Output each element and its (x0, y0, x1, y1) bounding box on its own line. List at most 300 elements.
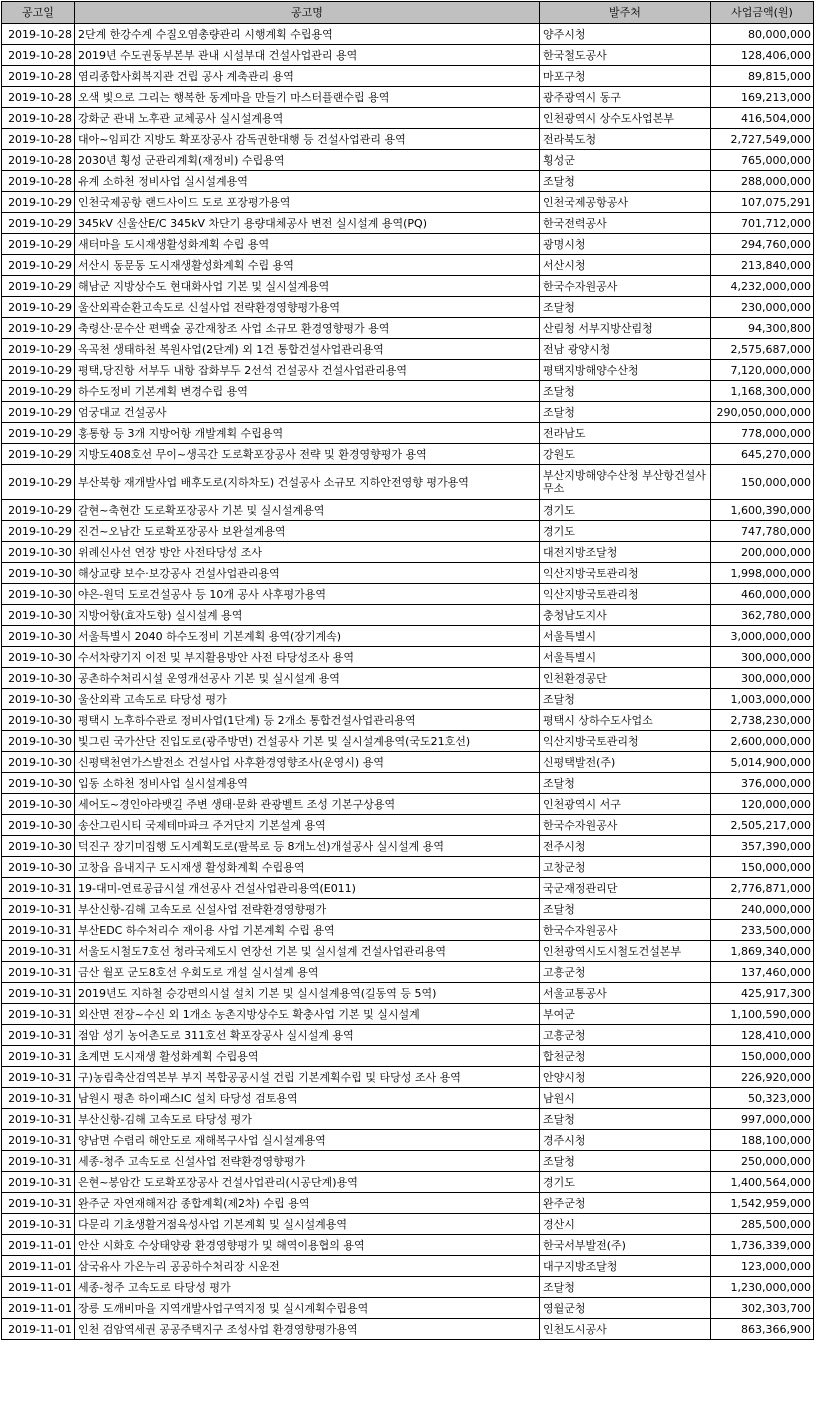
cell-title: 진건~오남간 도로확포장공사 보완설계용역 (75, 521, 540, 542)
cell-title: 대아~임피간 지방도 확포장공사 감독권한대행 등 건설사업관리 용역 (75, 129, 540, 150)
cell-date: 2019-10-28 (2, 129, 75, 150)
cell-date: 2019-10-29 (2, 213, 75, 234)
cell-title: 울산외곽 고속도로 타당성 평가 (75, 689, 540, 710)
cell-agency: 부여군 (540, 1004, 711, 1025)
cell-agency: 익산지방국토관리청 (540, 584, 711, 605)
cell-title: 엄궁대교 건설공사 (75, 402, 540, 423)
table-row (2, 108, 814, 129)
cell-amount: 290,050,000,000 (711, 402, 814, 423)
cell-amount: 200,000,000 (711, 542, 814, 563)
cell-agency: 서울교통공사 (540, 983, 711, 1004)
cell-date: 2019-10-31 (2, 1109, 75, 1130)
table-row (2, 521, 814, 542)
cell-amount: 1,100,590,000 (711, 1004, 814, 1025)
cell-title: 강화군 관내 노후관 교체공사 실시설계용역 (75, 108, 540, 129)
table-row (2, 962, 814, 983)
cell-amount: 300,000,000 (711, 647, 814, 668)
table-row (2, 234, 814, 255)
table-row (2, 381, 814, 402)
table-row (2, 1256, 814, 1277)
cell-title: 축령산·문수산 편백숲 공간재창조 사업 소규모 환경영향평가 용역 (75, 318, 540, 339)
cell-date: 2019-10-31 (2, 1172, 75, 1193)
cell-amount: 80,000,000 (711, 24, 814, 45)
header-row (2, 2, 814, 24)
cell-date: 2019-10-30 (2, 563, 75, 584)
table-row (2, 626, 814, 647)
table-row (2, 689, 814, 710)
cell-date: 2019-10-29 (2, 423, 75, 444)
cell-date: 2019-10-31 (2, 1046, 75, 1067)
table-row (2, 1130, 814, 1151)
cell-title: 부산북항 재개발사업 배후도로(지하차도) 건설공사 소규모 지하안전영향 평가용역 (75, 465, 540, 500)
cell-title: 수서차량기지 이전 및 부지활용방안 사전 타당성조사 용역 (75, 647, 540, 668)
cell-date: 2019-10-30 (2, 731, 75, 752)
table-row (2, 1235, 814, 1256)
cell-amount: 362,780,000 (711, 605, 814, 626)
cell-date: 2019-10-30 (2, 689, 75, 710)
table-row (2, 45, 814, 66)
cell-date: 2019-11-01 (2, 1256, 75, 1277)
cell-title: 구)농림축산검역본부 부지 복합공공시설 건립 기본계획수립 및 타당성 조사 용역 (75, 1067, 540, 1088)
cell-agency: 조달청 (540, 402, 711, 423)
table-row (2, 66, 814, 87)
table-row (2, 668, 814, 689)
cell-amount: 128,406,000 (711, 45, 814, 66)
cell-agency: 신평택발전(주) (540, 752, 711, 773)
cell-title: 옥곡천 생태하천 복원사업(2단계) 외 1건 통합건설사업관리용역 (75, 339, 540, 360)
cell-agency: 조달청 (540, 689, 711, 710)
cell-agency: 조달청 (540, 899, 711, 920)
cell-date: 2019-10-31 (2, 983, 75, 1004)
cell-date: 2019-10-31 (2, 1193, 75, 1214)
table-row (2, 920, 814, 941)
cell-title: 덕진구 장기미집행 도시계획도로(팔복로 등 8개노선)개설공사 실시설계 용역 (75, 836, 540, 857)
cell-amount: 250,000,000 (711, 1151, 814, 1172)
table-row (2, 444, 814, 465)
header-date: 공고일 (2, 2, 75, 24)
table-row (2, 815, 814, 836)
cell-amount: 2,776,871,000 (711, 878, 814, 899)
table-row (2, 794, 814, 815)
cell-title: 지방도408호선 무이~생곡간 도로확포장공사 전략 및 환경영향평가 용역 (75, 444, 540, 465)
table-row (2, 171, 814, 192)
cell-amount: 288,000,000 (711, 171, 814, 192)
cell-title: 인천 검암역세권 공공주택지구 조성사업 환경영향평가용역 (75, 1319, 540, 1340)
cell-agency: 대구지방조달청 (540, 1256, 711, 1277)
cell-agency: 경산시 (540, 1214, 711, 1235)
cell-agency: 조달청 (540, 1109, 711, 1130)
cell-agency: 익산지방국토관리청 (540, 731, 711, 752)
cell-date: 2019-10-31 (2, 878, 75, 899)
cell-title: 2019년도 지하철 승강편의시설 설치 기본 및 실시설계용역(길동역 등 5역) (75, 983, 540, 1004)
cell-title: 오색 빛으로 그리는 행복한 동계마을 만들기 마스터플랜수립 용역 (75, 87, 540, 108)
cell-amount: 213,840,000 (711, 255, 814, 276)
table-row (2, 1277, 814, 1298)
cell-amount: 123,000,000 (711, 1256, 814, 1277)
cell-agency: 한국철도공사 (540, 45, 711, 66)
cell-amount: 3,000,000,000 (711, 626, 814, 647)
cell-amount: 120,000,000 (711, 794, 814, 815)
cell-date: 2019-10-31 (2, 962, 75, 983)
cell-agency: 전주시청 (540, 836, 711, 857)
table-row (2, 402, 814, 423)
cell-title: 홍통항 등 3개 지방어항 개발계획 수립용역 (75, 423, 540, 444)
cell-date: 2019-10-29 (2, 360, 75, 381)
table-row (2, 150, 814, 171)
bid-notice-table (1, 1, 814, 1340)
cell-date: 2019-10-29 (2, 444, 75, 465)
cell-amount: 230,000,000 (711, 297, 814, 318)
cell-agency: 고창군청 (540, 857, 711, 878)
cell-date: 2019-10-30 (2, 626, 75, 647)
cell-agency: 경기도 (540, 521, 711, 542)
table-row (2, 192, 814, 213)
cell-amount: 150,000,000 (711, 465, 814, 500)
cell-title: 입동 소하천 정비사업 실시설계용역 (75, 773, 540, 794)
cell-agency: 전라북도청 (540, 129, 711, 150)
cell-title: 2단계 한강수계 수질오염총량관리 시행계획 수립용역 (75, 24, 540, 45)
header-title: 공고명 (75, 2, 540, 24)
cell-title: 삼국유사 가온누리 공공하수처리장 시운전 (75, 1256, 540, 1277)
cell-agency: 한국수자원공사 (540, 815, 711, 836)
cell-agency: 전라남도 (540, 423, 711, 444)
cell-agency: 완주군청 (540, 1193, 711, 1214)
cell-amount: 1,168,300,000 (711, 381, 814, 402)
cell-date: 2019-10-30 (2, 794, 75, 815)
table-row (2, 647, 814, 668)
cell-amount: 1,869,340,000 (711, 941, 814, 962)
cell-amount: 89,815,000 (711, 66, 814, 87)
cell-agency: 인천국제공항공사 (540, 192, 711, 213)
cell-date: 2019-10-31 (2, 1025, 75, 1046)
cell-title: 하수도정비 기본계획 변경수립 용역 (75, 381, 540, 402)
cell-title: 안산 시화호 수상태양광 환경영향평가 및 해역이용협의 용역 (75, 1235, 540, 1256)
cell-agency: 경기도 (540, 500, 711, 521)
cell-title: 금산 월포 군도8호선 우회도로 개설 실시설계 용역 (75, 962, 540, 983)
table-row (2, 1109, 814, 1130)
cell-date: 2019-10-28 (2, 24, 75, 45)
table-row (2, 584, 814, 605)
cell-amount: 294,760,000 (711, 234, 814, 255)
cell-title: 완주군 자연재해저감 종합계획(제2차) 수립 용역 (75, 1193, 540, 1214)
cell-date: 2019-10-28 (2, 150, 75, 171)
cell-agency: 평택지방해양수산청 (540, 360, 711, 381)
cell-amount: 302,303,700 (711, 1298, 814, 1319)
cell-amount: 1,998,000,000 (711, 563, 814, 584)
cell-amount: 2,738,230,000 (711, 710, 814, 731)
table-body (2, 24, 814, 1340)
cell-date: 2019-10-31 (2, 1214, 75, 1235)
cell-date: 2019-10-29 (2, 276, 75, 297)
table-row (2, 297, 814, 318)
cell-amount: 1,600,390,000 (711, 500, 814, 521)
cell-title: 양남면 수렴리 해안도로 재해복구사업 실시설계용역 (75, 1130, 540, 1151)
table-row (2, 1004, 814, 1025)
cell-amount: 357,390,000 (711, 836, 814, 857)
cell-title: 남원시 평촌 하이패스IC 설치 타당성 검토용역 (75, 1088, 540, 1109)
cell-date: 2019-10-30 (2, 605, 75, 626)
cell-agency: 조달청 (540, 171, 711, 192)
cell-title: 은현~봉암간 도로확포장공사 건설사업관리(시공단계)용역 (75, 1172, 540, 1193)
table-row (2, 773, 814, 794)
cell-title: 세종-청주 고속도로 신설사업 전략환경영향평가 (75, 1151, 540, 1172)
table-row (2, 752, 814, 773)
table-row (2, 318, 814, 339)
table-row (2, 24, 814, 45)
cell-agency: 강원도 (540, 444, 711, 465)
table-row (2, 563, 814, 584)
cell-amount: 150,000,000 (711, 857, 814, 878)
cell-agency: 부산지방해양수산청 부산항건설사무소 (540, 465, 711, 500)
cell-date: 2019-10-29 (2, 255, 75, 276)
cell-date: 2019-10-31 (2, 1130, 75, 1151)
table-row (2, 878, 814, 899)
table-row (2, 857, 814, 878)
cell-agency: 광명시청 (540, 234, 711, 255)
cell-date: 2019-10-31 (2, 1004, 75, 1025)
cell-title: 갈현~축현간 도로확포장공사 기본 및 실시설계용역 (75, 500, 540, 521)
table-row (2, 276, 814, 297)
cell-agency: 마포구청 (540, 66, 711, 87)
cell-amount: 416,504,000 (711, 108, 814, 129)
table-row (2, 542, 814, 563)
cell-amount: 2,575,687,000 (711, 339, 814, 360)
cell-date: 2019-10-29 (2, 192, 75, 213)
cell-amount: 1,542,959,000 (711, 1193, 814, 1214)
cell-date: 2019-10-30 (2, 668, 75, 689)
cell-agency: 국군재정관리단 (540, 878, 711, 899)
table-row (2, 1025, 814, 1046)
cell-date: 2019-10-30 (2, 752, 75, 773)
cell-agency: 남원시 (540, 1088, 711, 1109)
header-agency: 발주처 (540, 2, 711, 24)
table-row (2, 1151, 814, 1172)
cell-amount: 765,000,000 (711, 150, 814, 171)
table-row (2, 1067, 814, 1088)
cell-agency: 합천군청 (540, 1046, 711, 1067)
cell-date: 2019-10-29 (2, 297, 75, 318)
cell-amount: 7,120,000,000 (711, 360, 814, 381)
table-row (2, 731, 814, 752)
cell-agency: 안양시청 (540, 1067, 711, 1088)
cell-amount: 2,505,217,000 (711, 815, 814, 836)
cell-title: 염리종합사회복지관 건립 공사 계축관리 용역 (75, 66, 540, 87)
header-amount: 사업금액(원) (711, 2, 814, 24)
cell-date: 2019-10-30 (2, 815, 75, 836)
cell-amount: 4,232,000,000 (711, 276, 814, 297)
cell-date: 2019-10-31 (2, 1151, 75, 1172)
cell-date: 2019-10-31 (2, 1067, 75, 1088)
cell-agency: 인천광역시도시철도건설본부 (540, 941, 711, 962)
cell-title: 2019년 수도권동부본부 관내 시설부대 건설사업관리 용역 (75, 45, 540, 66)
cell-title: 세종-청주 고속도로 타당성 평가 (75, 1277, 540, 1298)
cell-amount: 1,736,339,000 (711, 1235, 814, 1256)
cell-date: 2019-10-29 (2, 381, 75, 402)
table-row (2, 941, 814, 962)
cell-date: 2019-10-30 (2, 584, 75, 605)
cell-date: 2019-10-29 (2, 521, 75, 542)
table-row (2, 983, 814, 1004)
cell-date: 2019-10-30 (2, 773, 75, 794)
cell-amount: 1,230,000,000 (711, 1277, 814, 1298)
table-row (2, 255, 814, 276)
cell-amount: 2,727,549,000 (711, 129, 814, 150)
cell-date: 2019-10-28 (2, 87, 75, 108)
cell-title: 2030년 횡성 군관리계획(재정비) 수립용역 (75, 150, 540, 171)
cell-agency: 조달청 (540, 773, 711, 794)
cell-title: 평택,당진항 서부두 내항 잡화부두 2선석 건설공사 건설사업관리용역 (75, 360, 540, 381)
cell-title: 345kV 신울산E/C 345kV 차단기 용량대체공사 변전 실시설계 용역(PQ) (75, 213, 540, 234)
cell-agency: 인천도시공사 (540, 1319, 711, 1340)
table-row (2, 1172, 814, 1193)
cell-title: 새터마을 도시재생활성화계획 수립 용역 (75, 234, 540, 255)
cell-title: 다문리 기초생활거점육성사업 기본계획 및 실시설계용역 (75, 1214, 540, 1235)
cell-agency: 대전지방조달청 (540, 542, 711, 563)
cell-date: 2019-10-31 (2, 920, 75, 941)
table-row (2, 605, 814, 626)
cell-title: 부산EDC 하수처리수 재이용 사업 기본계획 수립 용역 (75, 920, 540, 941)
table-row (2, 1298, 814, 1319)
cell-amount: 169,213,000 (711, 87, 814, 108)
table-row (2, 213, 814, 234)
cell-title: 점암 성기 농어촌도로 311호선 확포장공사 실시설계 용역 (75, 1025, 540, 1046)
cell-title: 야은-원덕 도로건설공사 등 10개 공사 사후평가용역 (75, 584, 540, 605)
table-row (2, 1088, 814, 1109)
cell-title: 부산신항-김해 고속도로 신설사업 전략환경영향평가 (75, 899, 540, 920)
cell-agency: 한국수자원공사 (540, 920, 711, 941)
table-row (2, 1214, 814, 1235)
table-row (2, 899, 814, 920)
cell-date: 2019-10-31 (2, 941, 75, 962)
cell-amount: 425,917,300 (711, 983, 814, 1004)
cell-date: 2019-10-29 (2, 500, 75, 521)
cell-date: 2019-11-01 (2, 1235, 75, 1256)
table-row (2, 836, 814, 857)
cell-date: 2019-10-28 (2, 108, 75, 129)
table-row (2, 339, 814, 360)
cell-title: 신평택천연가스발전소 건설사업 사후환경영향조사(운영시) 용역 (75, 752, 540, 773)
cell-date: 2019-10-28 (2, 66, 75, 87)
cell-title: 고창읍 읍내지구 도시재생 활성화계획 수립용역 (75, 857, 540, 878)
cell-title: 초계면 도시재생 활성화계획 수립용역 (75, 1046, 540, 1067)
cell-date: 2019-10-29 (2, 234, 75, 255)
cell-agency: 익산지방국토관리청 (540, 563, 711, 584)
cell-title: 장릉 도깨비마을 지역개발사업구역지정 및 실시계획수립용역 (75, 1298, 540, 1319)
table-row (2, 1193, 814, 1214)
cell-date: 2019-10-30 (2, 647, 75, 668)
cell-agency: 양주시청 (540, 24, 711, 45)
cell-title: 19-대미-연료공급시설 개선공사 건설사업관리용역(E011) (75, 878, 540, 899)
cell-amount: 128,410,000 (711, 1025, 814, 1046)
cell-date: 2019-11-01 (2, 1319, 75, 1340)
cell-date: 2019-10-29 (2, 339, 75, 360)
cell-agency: 횡성군 (540, 150, 711, 171)
cell-agency: 산림청 서부지방산림청 (540, 318, 711, 339)
cell-amount: 701,712,000 (711, 213, 814, 234)
cell-title: 인천국제공항 랜드사이드 도로 포장평가용역 (75, 192, 540, 213)
cell-agency: 한국서부발전(주) (540, 1235, 711, 1256)
cell-agency: 서산시청 (540, 255, 711, 276)
cell-date: 2019-10-30 (2, 710, 75, 731)
cell-title: 평택시 노후하수관로 정비사업(1단계) 등 2개소 통합건설사업관리용역 (75, 710, 540, 731)
cell-date: 2019-11-01 (2, 1277, 75, 1298)
cell-agency: 한국수자원공사 (540, 276, 711, 297)
cell-date: 2019-10-29 (2, 318, 75, 339)
cell-date: 2019-10-28 (2, 45, 75, 66)
cell-amount: 300,000,000 (711, 668, 814, 689)
cell-title: 서울특별시 2040 하수도정비 기본계획 용역(장기계속) (75, 626, 540, 647)
cell-agency: 고흥군청 (540, 1025, 711, 1046)
cell-amount: 94,300,800 (711, 318, 814, 339)
cell-amount: 150,000,000 (711, 1046, 814, 1067)
cell-amount: 137,460,000 (711, 962, 814, 983)
cell-date: 2019-10-31 (2, 1088, 75, 1109)
cell-agency: 조달청 (540, 297, 711, 318)
cell-title: 위례신사선 연장 방안 사전타당성 조사 (75, 542, 540, 563)
cell-title: 유계 소하천 정비사업 실시설계용역 (75, 171, 540, 192)
cell-title: 울산외곽순환고속도로 신설사업 전략환경영향평가용역 (75, 297, 540, 318)
table-row (2, 360, 814, 381)
table-row (2, 1046, 814, 1067)
cell-amount: 778,000,000 (711, 423, 814, 444)
cell-agency: 인천광역시 상수도사업본부 (540, 108, 711, 129)
cell-title: 해상교량 보수·보강공사 건설사업관리용역 (75, 563, 540, 584)
cell-title: 공촌하수처리시설 운영개선공사 기본 및 실시설계 용역 (75, 668, 540, 689)
cell-amount: 1,003,000,000 (711, 689, 814, 710)
cell-amount: 460,000,000 (711, 584, 814, 605)
table-row (2, 1319, 814, 1340)
cell-agency: 인천광역시 서구 (540, 794, 711, 815)
cell-amount: 188,100,000 (711, 1130, 814, 1151)
cell-agency: 조달청 (540, 381, 711, 402)
cell-amount: 107,075,291 (711, 192, 814, 213)
table-row (2, 465, 814, 500)
table-row (2, 87, 814, 108)
cell-date: 2019-10-30 (2, 857, 75, 878)
cell-agency: 조달청 (540, 1277, 711, 1298)
cell-date: 2019-10-30 (2, 542, 75, 563)
cell-title: 지방어항(효자도항) 실시설계 용역 (75, 605, 540, 626)
cell-date: 2019-10-29 (2, 402, 75, 423)
cell-agency: 조달청 (540, 1151, 711, 1172)
cell-title: 외산면 전장~수신 외 1개소 농촌지방상수도 확충사업 기본 및 실시설계 (75, 1004, 540, 1025)
table-row (2, 129, 814, 150)
cell-title: 부산신항-김해 고속도로 타당성 평가 (75, 1109, 540, 1130)
cell-date: 2019-11-01 (2, 1298, 75, 1319)
cell-amount: 285,500,000 (711, 1214, 814, 1235)
cell-title: 빛그린 국가산단 진입도로(광주방면) 건설공사 기본 및 실시설계용역(국도21호선) (75, 731, 540, 752)
cell-title: 송산그린시티 국제테마파크 주거단지 기본설계 용역 (75, 815, 540, 836)
cell-agency: 고흥군청 (540, 962, 711, 983)
cell-agency: 충청남도지사 (540, 605, 711, 626)
cell-amount: 1,400,564,000 (711, 1172, 814, 1193)
cell-amount: 645,270,000 (711, 444, 814, 465)
cell-amount: 2,600,000,000 (711, 731, 814, 752)
cell-title: 해남군 지방상수도 현대화사업 기본 및 실시설계용역 (75, 276, 540, 297)
cell-amount: 747,780,000 (711, 521, 814, 542)
cell-date: 2019-10-31 (2, 899, 75, 920)
cell-amount: 226,920,000 (711, 1067, 814, 1088)
table-row (2, 500, 814, 521)
cell-amount: 376,000,000 (711, 773, 814, 794)
cell-agency: 서울특별시 (540, 647, 711, 668)
cell-agency: 인천환경공단 (540, 668, 711, 689)
cell-amount: 233,500,000 (711, 920, 814, 941)
cell-date: 2019-10-29 (2, 465, 75, 500)
cell-amount: 863,366,900 (711, 1319, 814, 1340)
cell-date: 2019-10-28 (2, 171, 75, 192)
cell-title: 서울도시철도7호선 청라국제도시 연장선 기본 및 실시설계 건설사업관리용역 (75, 941, 540, 962)
